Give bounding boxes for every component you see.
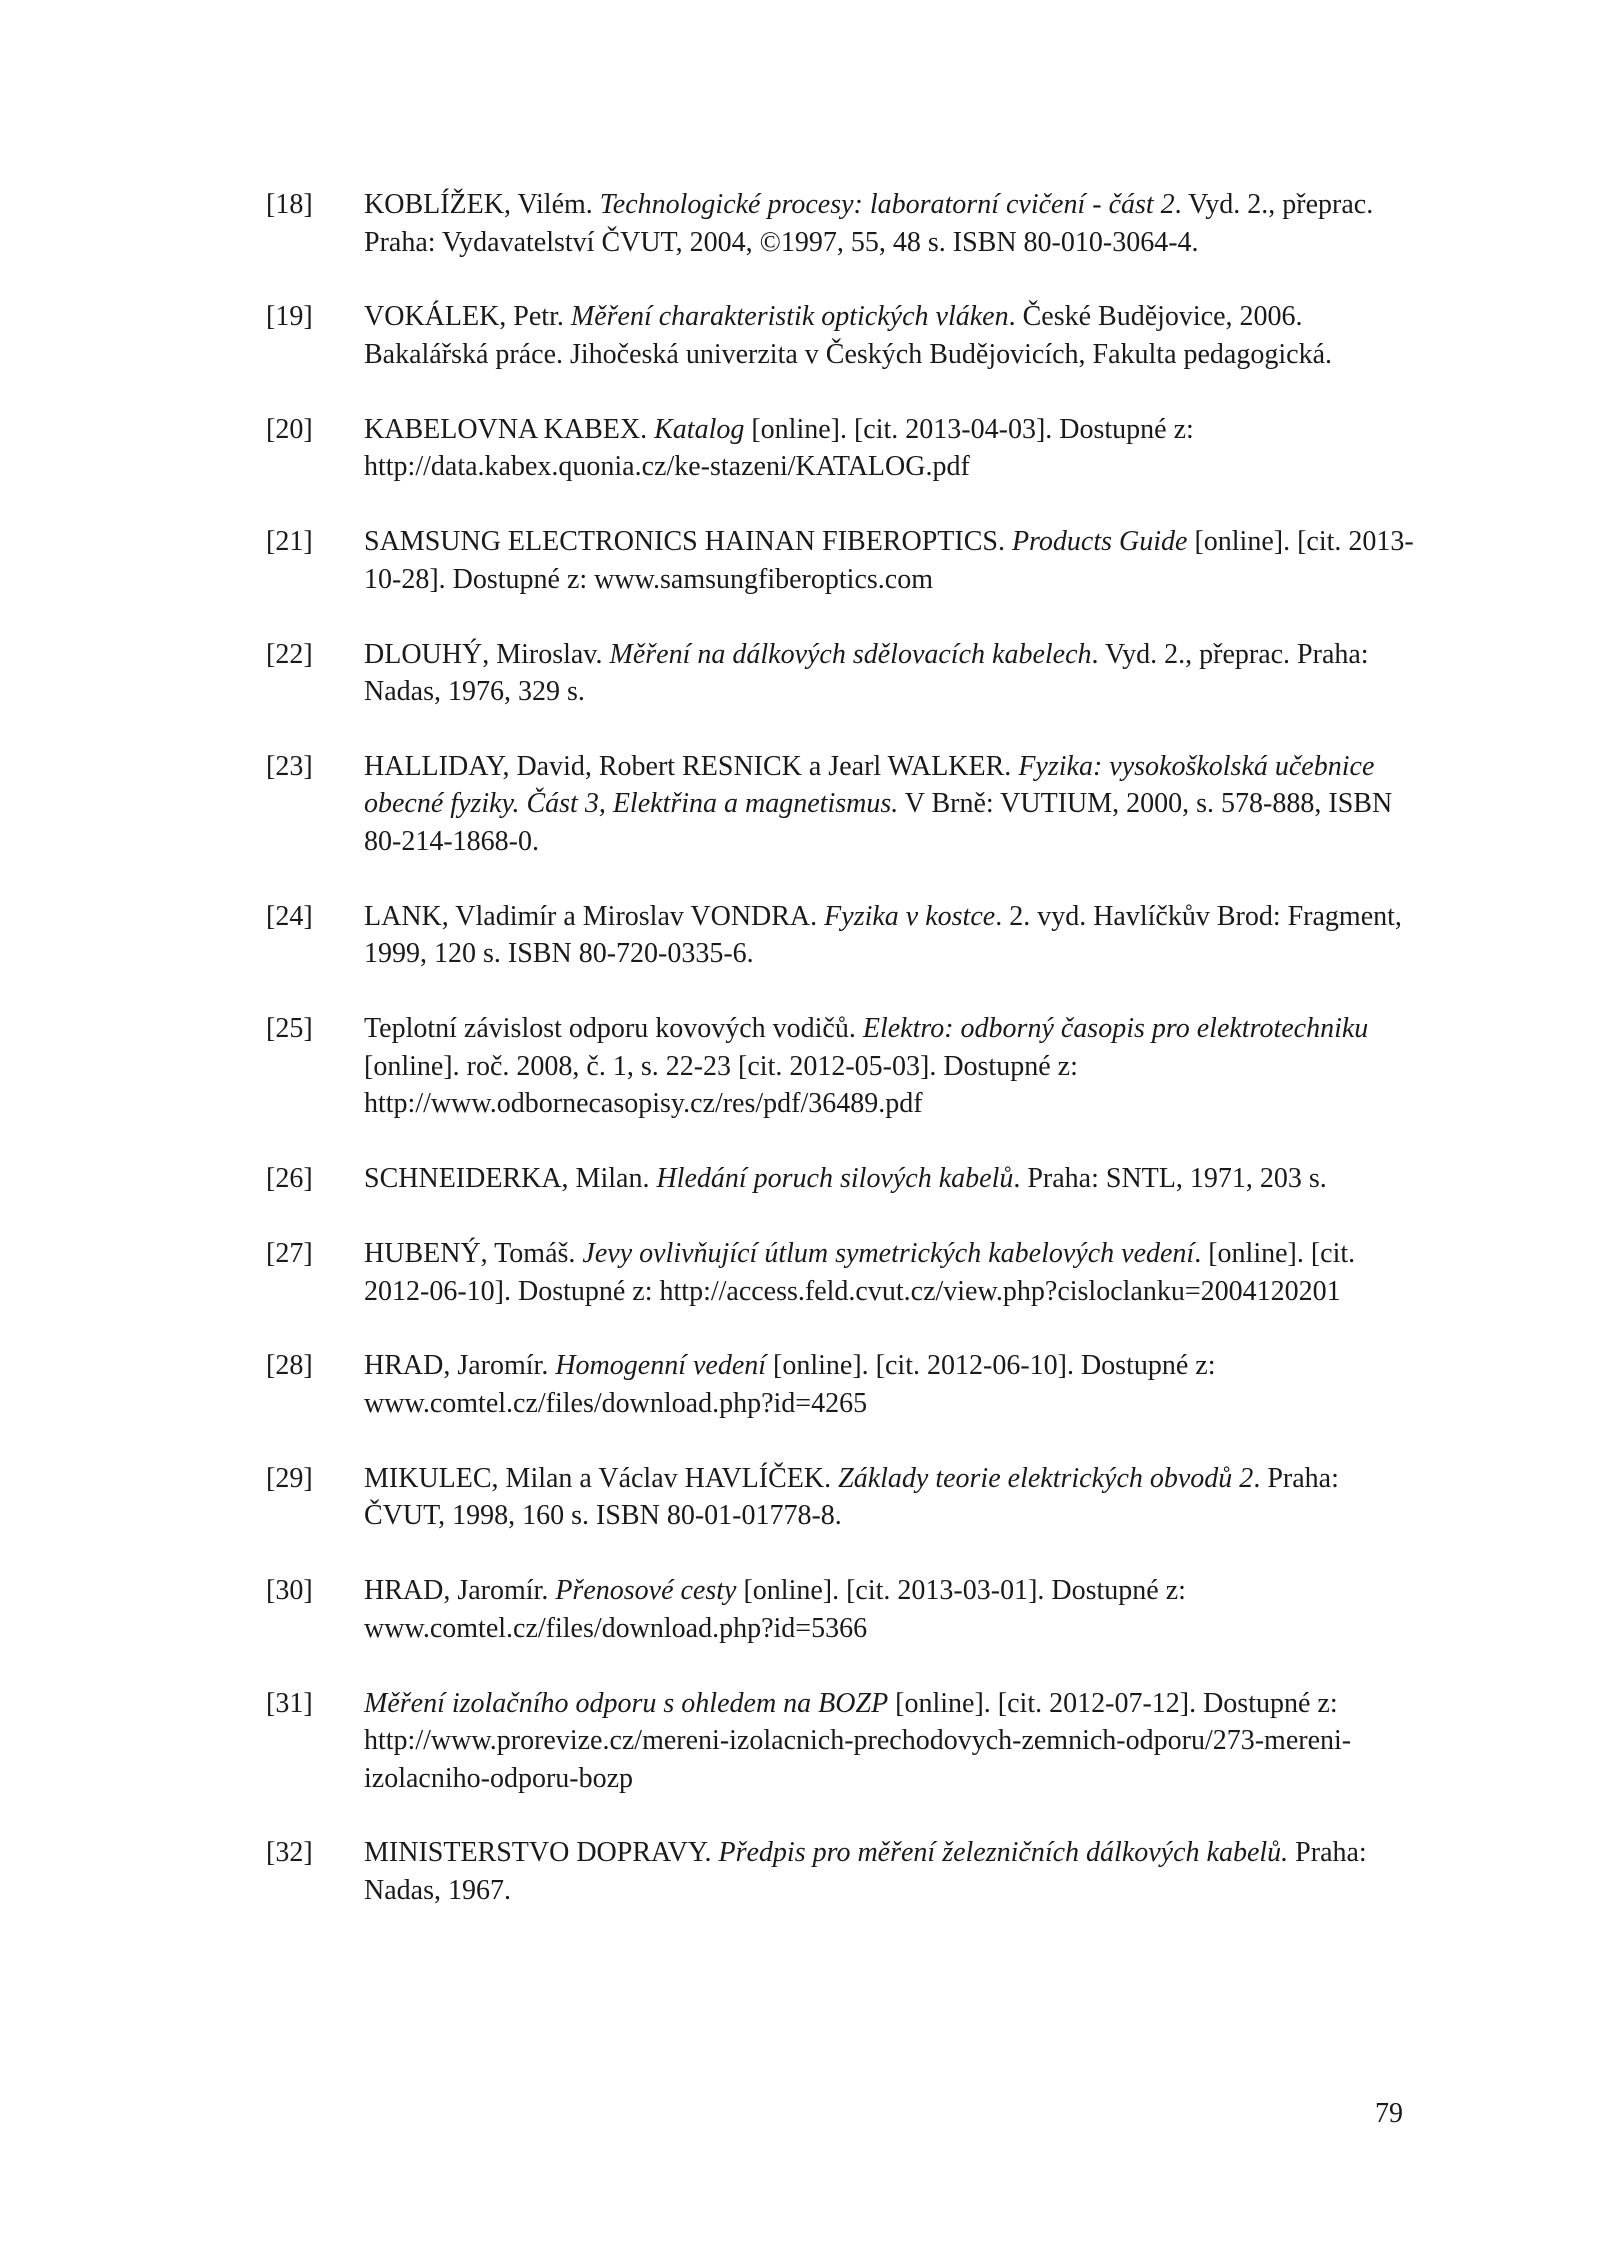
reference-number: [23] <box>266 750 313 782</box>
reference-number: [32] <box>266 1837 313 1869</box>
reference-segment: Praha: Nadas, 1967. <box>364 1837 1367 1906</box>
reference-segment: . Vyd. 2., přeprac. Praha: Vydavatelství ČVUT, 2004, ©1997, 55, 48 s. ISBN 80-010-3064-4. <box>364 189 1374 258</box>
reference-text <box>364 186 1416 261</box>
reference-item <box>266 898 1416 973</box>
reference-number: [20] <box>266 413 313 445</box>
reference-title: Základy teorie elektrických obvodů 2 <box>838 1462 1254 1494</box>
reference-text <box>364 1010 1416 1123</box>
reference-item <box>266 1572 1416 1647</box>
reference-number: [30] <box>266 1575 313 1607</box>
reference-item <box>266 523 1416 598</box>
reference-item <box>266 1460 1416 1535</box>
reference-title: Měření charakteristik optických vláken <box>570 301 1009 333</box>
reference-segment: HUBENÝ, Tomáš. <box>364 1238 583 1270</box>
reference-segment: . České Budějovice, 2006. Bakalářská práce. Jihočeská univerzita v Českých Budějovicích, Fakulta pedagogická. <box>364 301 1332 370</box>
reference-number: [21] <box>266 526 313 558</box>
reference-number: [25] <box>266 1013 313 1045</box>
reference-title: Katalog <box>654 413 745 445</box>
reference-title: Měření na dálkových sdělovacích kabelech <box>609 638 1092 670</box>
reference-segment: V Brně: VUTIUM, 2000, s. 578-888, ISBN 80-214-1868-0. <box>364 788 1393 857</box>
reference-segment: MIKULEC, Milan a Václav HAVLÍČEK. <box>364 1462 839 1494</box>
reference-item <box>266 1010 1416 1123</box>
reference-title: Homogenní vedení <box>555 1350 767 1382</box>
reference-text <box>364 636 1416 711</box>
reference-segment: . Praha: SNTL, 1971, 203 s. <box>1013 1163 1327 1195</box>
reference-item <box>266 186 1416 261</box>
reference-item <box>266 1834 1416 1909</box>
reference-segment: KABELOVNA KABEX. <box>364 413 655 445</box>
reference-text <box>364 411 1416 486</box>
reference-text <box>364 898 1416 973</box>
reference-text <box>364 1834 1416 1909</box>
reference-number: [22] <box>266 638 313 670</box>
reference-text <box>364 523 1416 598</box>
reference-segment: MINISTERSTVO DOPRAVY. <box>364 1837 719 1869</box>
reference-number: [29] <box>266 1462 313 1494</box>
reference-number: [24] <box>266 900 313 932</box>
reference-title: Měření izolačního odporu s ohledem na BOZP <box>364 1687 889 1719</box>
reference-segment: [online]. [cit. 2013-03-01]. Dostupné z: www.comtel.cz/files/download.php?id=5366 <box>364 1575 1186 1644</box>
reference-title: Přenosové cesty <box>555 1575 737 1607</box>
reference-item <box>266 1347 1416 1422</box>
reference-segment: Teplotní závislost odporu kovových vodičů. <box>364 1013 863 1045</box>
reference-text <box>364 298 1416 373</box>
reference-number: [27] <box>266 1238 313 1270</box>
reference-segment: VOKÁLEK, Petr. <box>364 301 571 333</box>
reference-title: Products Guide <box>1011 526 1188 558</box>
reference-list <box>266 186 1416 1947</box>
reference-item <box>266 636 1416 711</box>
reference-segment: [online]. [cit. 2013-10-28]. Dostupné z: www.samsungfiberoptics.com <box>364 526 1414 595</box>
reference-segment: SCHNEIDERKA, Milan. <box>364 1163 657 1195</box>
reference-text <box>364 1347 1416 1422</box>
reference-item <box>266 411 1416 486</box>
reference-item <box>266 1235 1416 1310</box>
reference-segment: . Praha: ČVUT, 1998, 160 s. ISBN 80-01-01778-8. <box>364 1462 1339 1532</box>
reference-number: [18] <box>266 189 313 220</box>
reference-item <box>266 1160 1416 1198</box>
reference-title: Elektro: odborný časopis pro elektrotechniku <box>862 1013 1369 1045</box>
reference-title: Technologické procesy: laboratorní cvičení - část 2 <box>599 189 1175 220</box>
reference-segment: . Vyd. 2., přeprac. Praha: Nadas, 1976, 329 s. <box>364 638 1369 708</box>
reference-segment: HALLIDAY, David, Robert RESNICK a Jearl WALKER. <box>364 750 1019 782</box>
reference-text <box>364 748 1416 861</box>
reference-number: [31] <box>266 1687 313 1719</box>
reference-title: Hledání poruch silových kabelů <box>656 1163 1014 1195</box>
reference-text <box>364 1460 1416 1535</box>
reference-text <box>364 1235 1416 1310</box>
reference-item <box>266 1685 1416 1798</box>
reference-segment: [online]. [cit. 2012-06-10]. Dostupné z: www.comtel.cz/files/download.php?id=4265 <box>364 1350 1216 1419</box>
reference-segment: [online]. [cit. 2013-04-03]. Dostupné z: http://data.kabex.quonia.cz/ke-stazeni/KATALOG.pdf <box>364 413 1194 483</box>
reference-number: [19] <box>266 301 313 333</box>
reference-segment: HRAD, Jaromír. <box>364 1575 556 1607</box>
reference-item <box>266 298 1416 373</box>
reference-item <box>266 748 1416 861</box>
reference-text <box>364 1685 1416 1798</box>
page-number: 79 <box>1375 2098 1403 2129</box>
reference-title: Předpis pro měření železničních dálkových kabelů. <box>718 1837 1289 1869</box>
reference-segment: [online]. roč. 2008, č. 1, s. 22-23 [cit. 2012-05-03]. Dostupné z: http://www.odbornecasopisy.cz/res/pdf/36489.pdf <box>364 1050 1078 1120</box>
reference-number: [26] <box>266 1163 313 1195</box>
reference-segment: [online]. [cit. 2012-07-12]. Dostupné z: http://www.prorevize.cz/mereni-izolacnich-prechodovych-zemnich-odporu/273-mereni-izolacniho-odporu-bozp <box>364 1687 1352 1794</box>
reference-title: Fyzika: vysokoškolská učebnice obecné fyziky. Část 3, Elektřina a magnetismus. <box>364 750 1375 820</box>
reference-segment: . [online]. [cit. 2012-06-10]. Dostupné z: http://access.feld.cvut.cz/view.php?cisloclanku=2004120201 <box>364 1238 1356 1307</box>
reference-segment: HRAD, Jaromír. <box>364 1350 556 1382</box>
reference-text <box>364 1160 1416 1198</box>
reference-title: Fyzika v kostce <box>824 900 996 932</box>
reference-text <box>364 1572 1416 1647</box>
reference-segment: DLOUHÝ, Miroslav. <box>364 638 610 670</box>
reference-segment: LANK, Vladimír a Miroslav VONDRA. <box>364 900 825 932</box>
reference-segment: SAMSUNG ELECTRONICS HAINAN FIBEROPTICS. <box>364 526 1012 558</box>
reference-number: [28] <box>266 1350 313 1382</box>
reference-title: Jevy ovlivňující útlum symetrických kabelových vedení <box>582 1238 1195 1270</box>
reference-segment: . 2. vyd. Havlíčkův Brod: Fragment, 1999, 120 s. ISBN 80-720-0335-6. <box>364 900 1402 970</box>
reference-segment: KOBLÍŽEK, Vilém. <box>364 189 600 220</box>
